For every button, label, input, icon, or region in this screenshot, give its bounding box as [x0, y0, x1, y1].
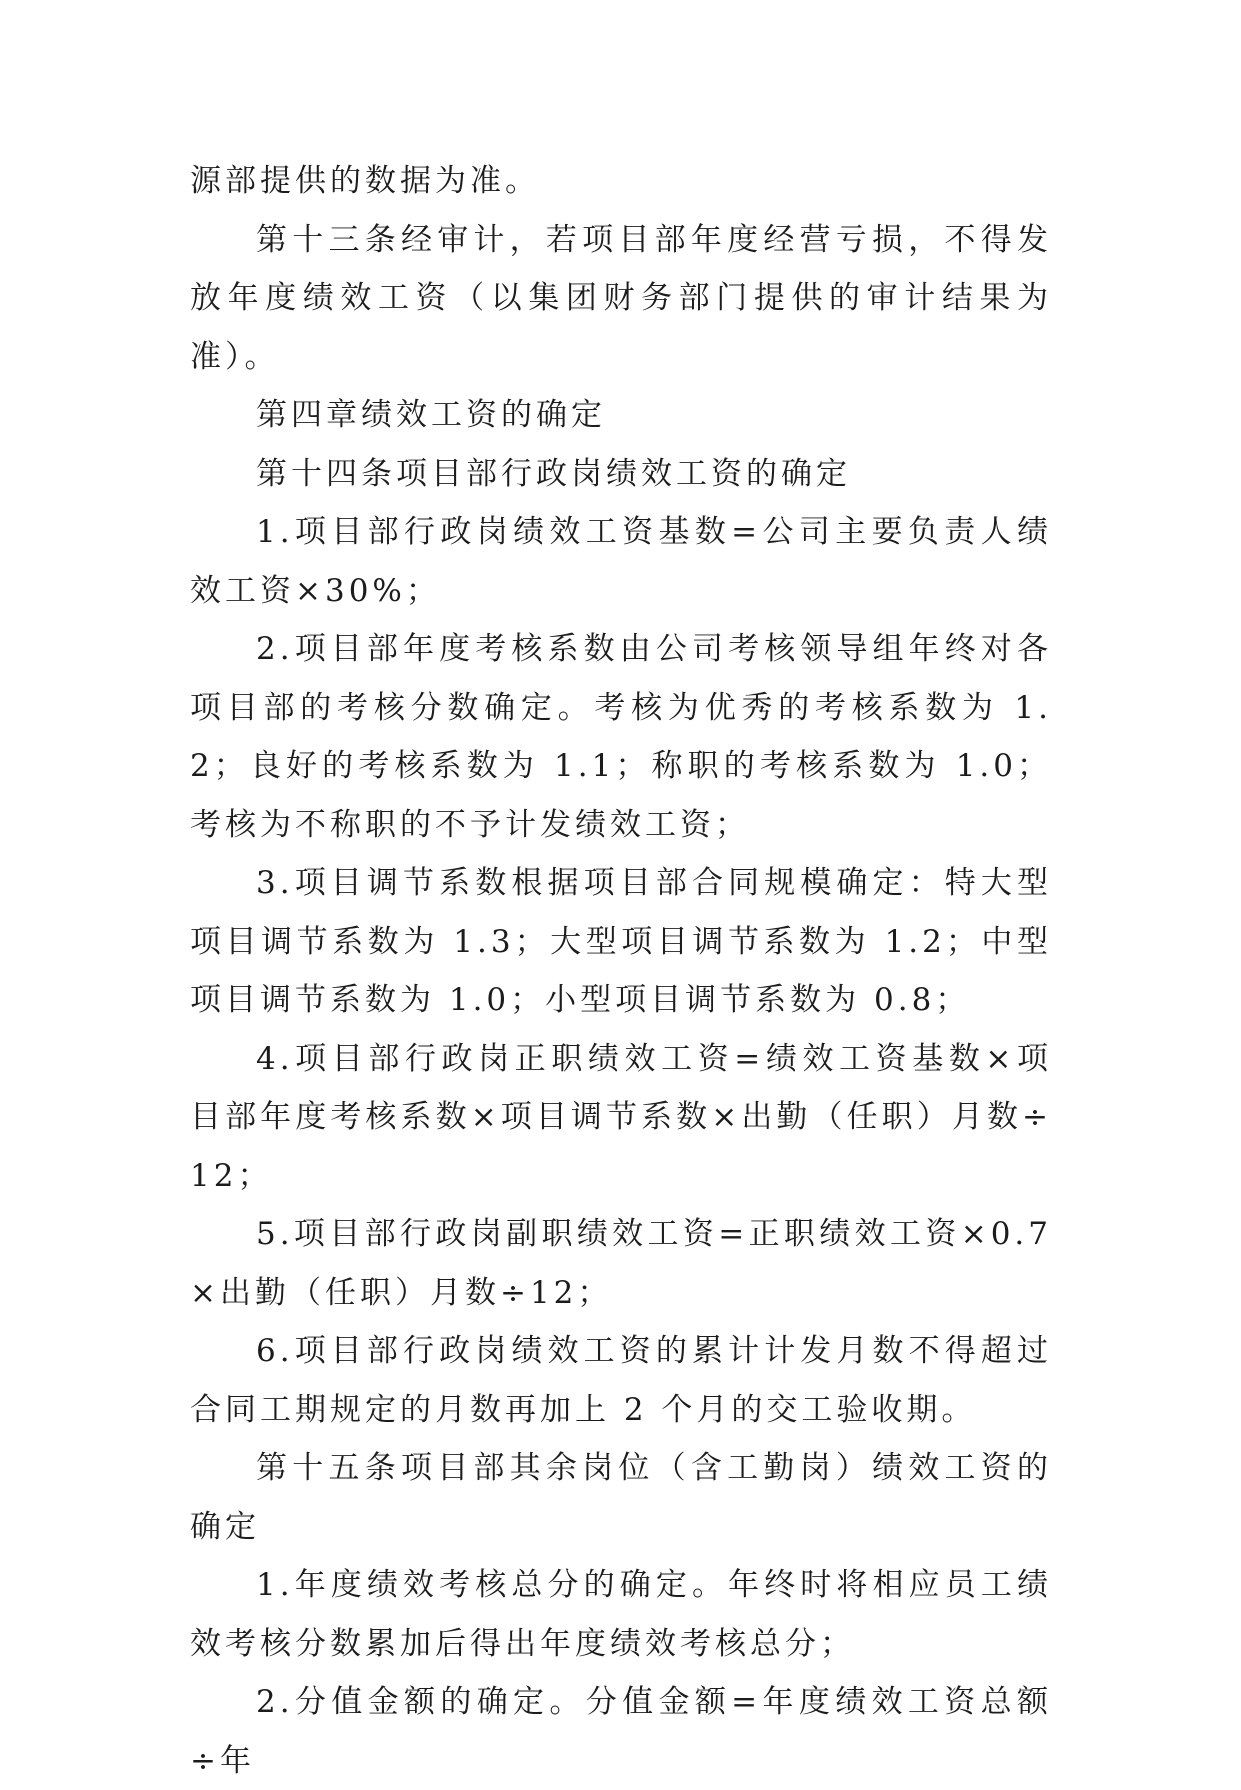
document-body	[190, 152, 1052, 1790]
article-15-item-2: 2.分值金额的确定。分值金额=年度绩效工资总额÷年	[190, 1684, 1052, 1779]
article-14-item-2: 2.项目部年度考核系数由公司考核领导组年终对各项目部的考核分数确定。考核为优秀的考核系数为 1.2；良好的考核系数为 1.1；称职的考核系数为 1.0；考核为不称职的不予计发绩效工资；	[190, 631, 1052, 843]
article-15-item-1: 1.年度绩效考核总分的确定。年终时将相应员工绩效考核分数累加后得出年度绩效考核总分；	[190, 1567, 1052, 1662]
chapter-4-heading: 第四章绩效工资的确定	[256, 397, 606, 433]
article-14-heading: 第十四条项目部行政岗绩效工资的确定	[256, 455, 851, 492]
article-14-item-4: 4.项目部行政岗正职绩效工资=绩效工资基数×项目部年度考核系数×项目调节系数×出勤（任职）月数÷12；	[190, 1040, 1052, 1194]
paragraph-article-13: 第十三条经审计，若项目部年度经营亏损，不得发放年度绩效工资（以集团财务部门提供的审计结果为准）。	[190, 221, 1052, 375]
article-15-heading: 第十五条项目部其余岗位（含工勤岗）绩效工资的确定	[190, 1450, 1052, 1545]
paragraph-continuation: 源部提供的数据为准。	[190, 163, 540, 199]
article-14-item-6: 6.项目部行政岗绩效工资的累计计发月数不得超过合同工期规定的月数再加上 2 个月的交工验收期。	[190, 1333, 1052, 1428]
article-14-item-3: 3.项目调节系数根据项目部合同规模确定：特大型项目调节系数为 1.3；大型项目调节系数为 1.2；中型项目调节系数为 1.0；小型项目调节系数为 0.8；	[190, 865, 1052, 1018]
article-14-item-1: 1.项目部行政岗绩效工资基数=公司主要负责人绩效工资×30%；	[190, 514, 1052, 609]
article-14-item-5: 5.项目部行政岗副职绩效工资=正职绩效工资×0.7×出勤（任职）月数÷12；	[190, 1216, 1052, 1311]
